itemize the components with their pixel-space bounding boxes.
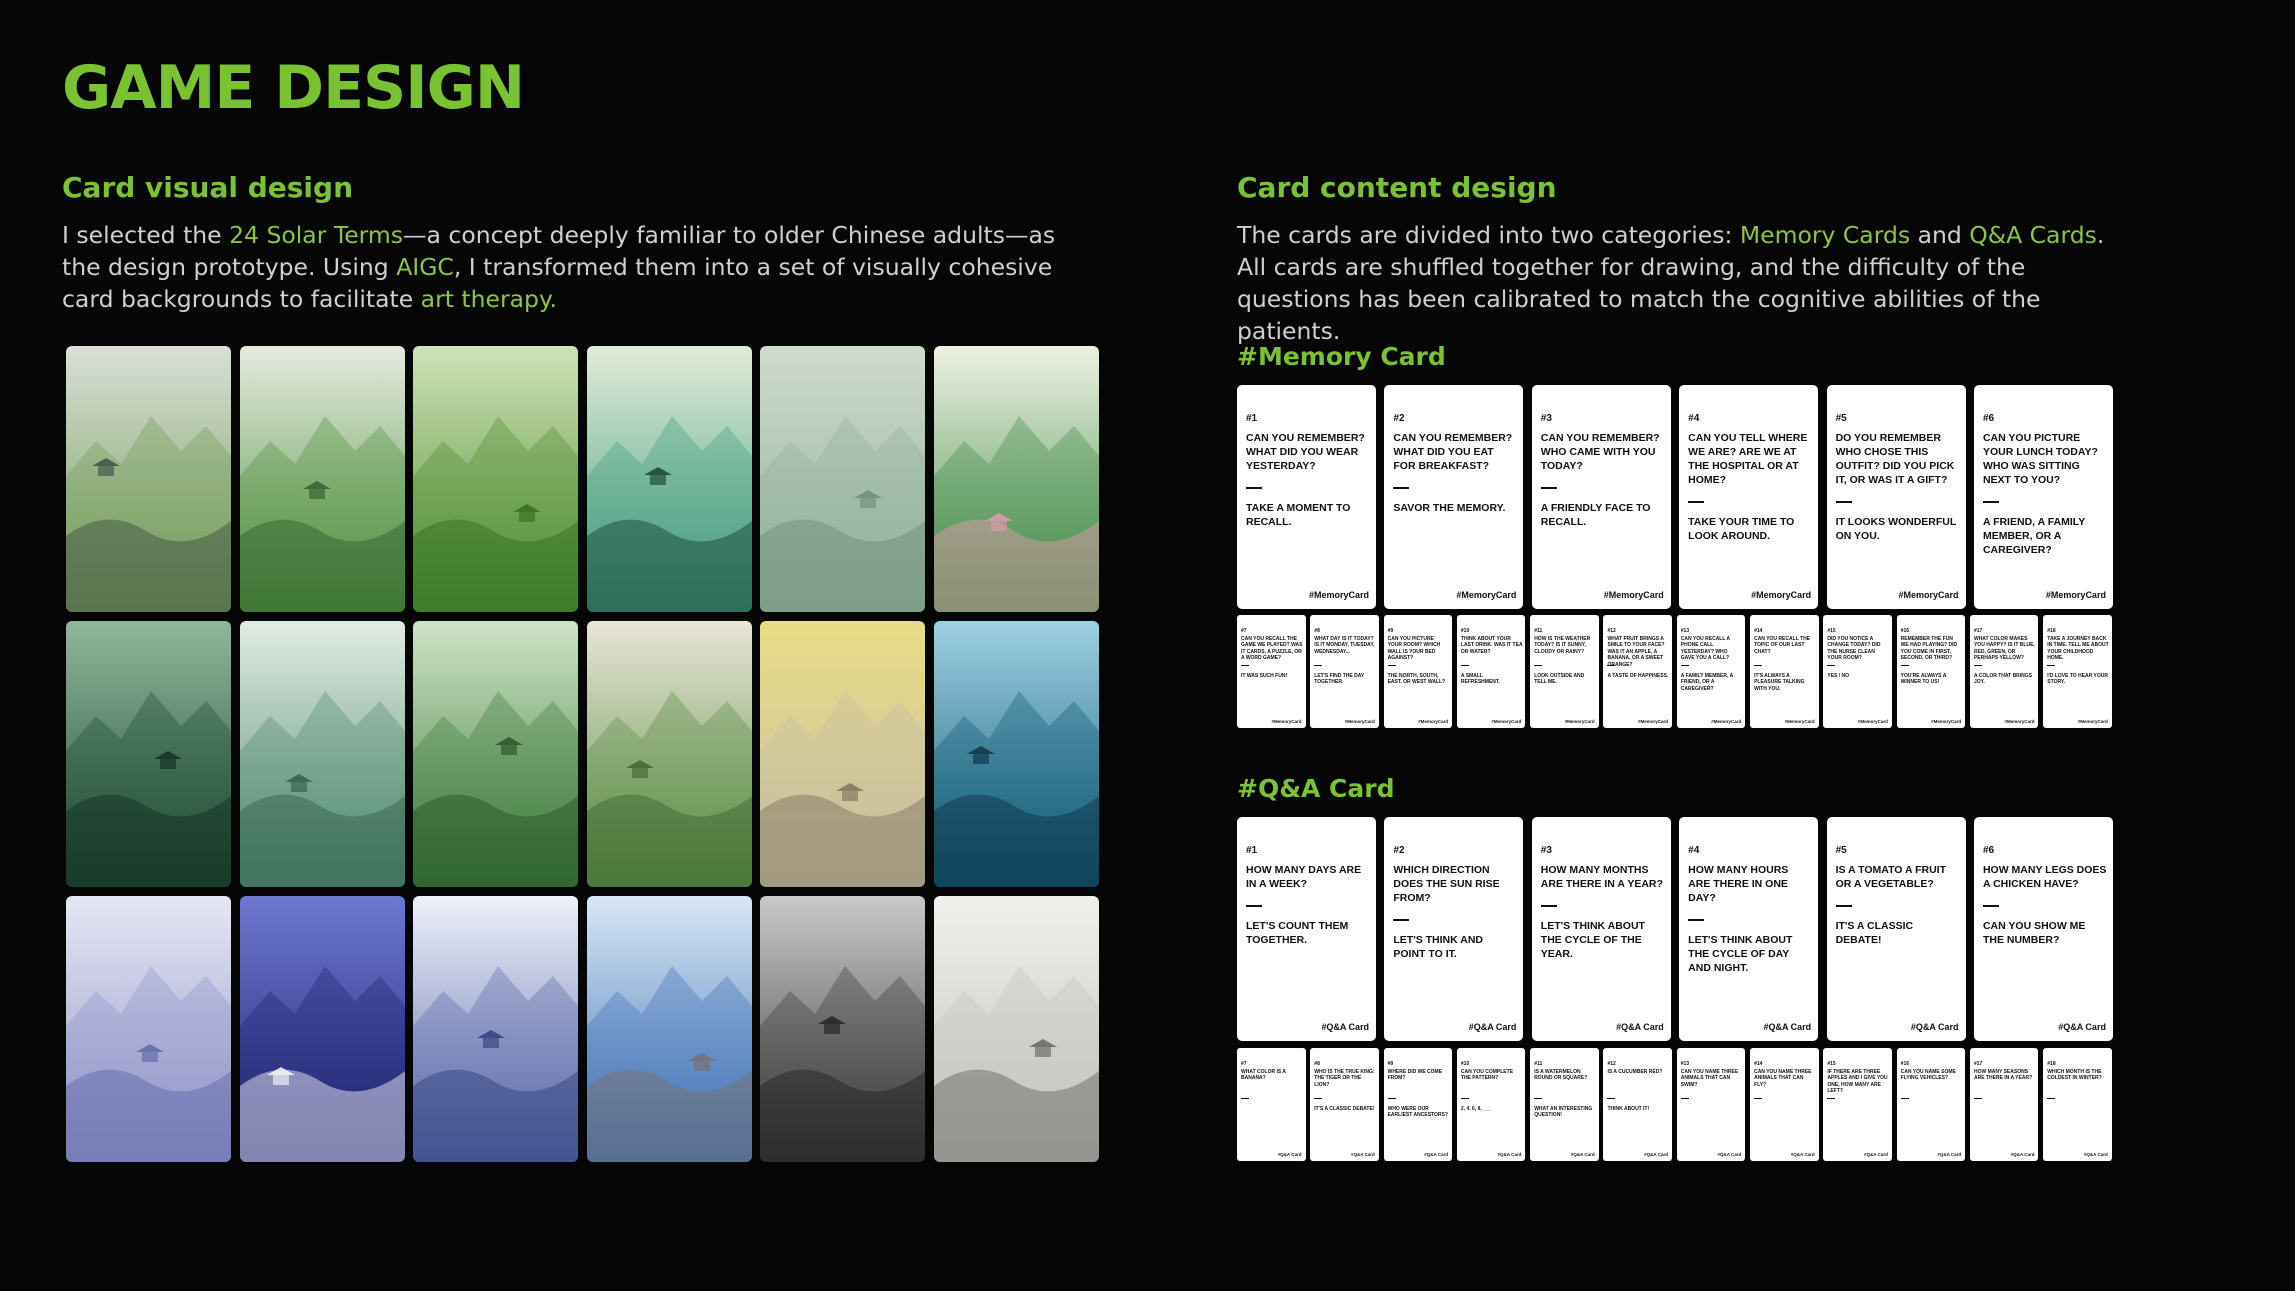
card-number: #7 <box>1241 628 1247 634</box>
artwork-terraced-fields <box>587 621 752 887</box>
card-tag: #Q&A Card <box>2058 1022 2106 1032</box>
card-number: #6 <box>1982 413 1995 424</box>
card-answer: A FRIENDLY FACE TO RECALL. <box>1540 502 1651 528</box>
qa-cards-row <box>1237 817 2113 1041</box>
card-number: #3 <box>1540 413 1552 424</box>
card-number: #8 <box>1314 628 1320 634</box>
card-divider <box>1607 1098 1615 1099</box>
card-answer: LET'S THINK AND POINT TO IT. <box>1393 934 1483 960</box>
card-tag: #MemoryCard <box>1784 719 1815 724</box>
card-answer: WHO WERE OUR EARLIEST ANCESTORS? <box>1387 1106 1448 1119</box>
memory-card <box>1384 615 1453 728</box>
card-question: CAN YOU NAME SOME FLYING VEHICLES? <box>1900 1069 1956 1082</box>
card-tag: #Q&A Card <box>1937 1152 1962 1157</box>
artwork-swallows-valley <box>66 621 231 887</box>
card-answer: A TASTE OF HAPPINESS. <box>1607 673 1669 679</box>
card-divider <box>1827 1098 1835 1099</box>
card-divider <box>1314 1098 1322 1099</box>
card-tag: #Q&A Card <box>1644 1152 1668 1157</box>
card-question: DO YOU REMEMBER WHO CHOSE THIS OUTFIT? DID YOU PICK IT, OR WAS IT A GIFT? <box>1835 432 1955 486</box>
card-question: CAN YOU REMEMBER? WHAT DID YOU EAT FOR BREAKFAST? <box>1393 432 1513 472</box>
card-answer: WHAT AN INTERESTING QUESTION! <box>1534 1106 1593 1119</box>
card-divider <box>1393 487 1409 489</box>
card-divider <box>1541 905 1557 907</box>
card-question: IS A TOMATO A FRUIT OR A VEGETABLE? <box>1835 864 1947 890</box>
card-tag: #Q&A Card <box>2010 1152 2035 1157</box>
memory-card <box>1897 615 1966 728</box>
card-question: CAN YOU COMPLETE THE PATTERN? <box>1460 1069 1514 1082</box>
card-answer: LET'S COUNT THEM TOGETHER. <box>1246 920 1349 946</box>
card-question: CAN YOU RECALL THE GAME WE PLAYED? WAS IT CARDS, A PUZZLE, OR A WORD GAME? <box>1241 636 1303 662</box>
card-divider <box>1461 665 1469 666</box>
card-answer: A COLOR THAT BRINGS JOY. <box>1973 673 2033 686</box>
card-number: #9 <box>1387 1061 1394 1067</box>
artwork-grey-cliff <box>760 896 925 1162</box>
card-question: HOW MANY HOURS ARE THERE IN ONE DAY? <box>1688 864 1789 904</box>
card-number: #4 <box>1688 413 1700 424</box>
content-design-description <box>1237 219 2117 347</box>
card-tag: #MemoryCard <box>1931 719 1962 724</box>
card-divider <box>1314 665 1322 666</box>
card-question: IS A WATERMELON ROUND OR SQUARE? <box>1534 1069 1588 1082</box>
card-question: WHAT FRUIT BRINGS A SMILE TO YOUR FACE? WAS IT AN APPLE, A BANANA, OR A SWEET ORANGE? <box>1607 636 1665 668</box>
memory-card <box>1237 385 1376 609</box>
qa-cards-small-row <box>1237 1048 2113 1161</box>
body-text: I selected the <box>62 221 230 249</box>
card-number: #17 <box>1973 1061 1983 1067</box>
artwork-mountain-steps <box>413 621 578 887</box>
card-question: WHAT COLOR MAKES YOU HAPPY? IS IT BLUE, RED, GREEN, OR PERHAPS YELLOW? <box>1973 636 2035 662</box>
card-divider <box>1534 665 1542 666</box>
card-divider <box>1688 919 1704 921</box>
card-divider <box>1974 1098 1982 1099</box>
card-divider <box>1388 1098 1396 1099</box>
card-tag: #Q&A Card <box>1497 1152 1522 1157</box>
card-tag: #MemoryCard <box>1456 590 1517 600</box>
memory-card <box>1974 385 2113 609</box>
memory-card <box>1532 385 1671 609</box>
artwork-snow-village <box>587 896 752 1162</box>
card-answer: IT'S A CLASSIC DEBATE! <box>1835 920 1914 946</box>
card-answer: THINK ABOUT IT! <box>1607 1106 1650 1112</box>
card-divider <box>1461 1098 1469 1099</box>
memory-card <box>1530 615 1599 728</box>
highlight-text: Memory Cards <box>1739 221 1911 249</box>
qa-card <box>2043 1048 2112 1161</box>
memory-card <box>1310 615 1379 728</box>
card-number: #13 <box>1680 628 1690 634</box>
memory-card <box>2043 615 2112 728</box>
card-number: #14 <box>1754 628 1763 634</box>
card-question: WHERE DID WE COME FROM? <box>1387 1069 1443 1082</box>
card-answer: CAN YOU SHOW ME THE NUMBER? <box>1982 920 2086 946</box>
qa-card <box>1750 1048 1819 1161</box>
card-tag: #MemoryCard <box>1898 590 1959 600</box>
card-answer: TAKE YOUR TIME TO LOOK AROUND. <box>1688 516 1795 542</box>
card-number: #14 <box>1754 1061 1763 1067</box>
card-answer: A FAMILY MEMBER, A FRIEND, OR A CAREGIVER? <box>1680 673 1734 692</box>
artwork-buffalo-river <box>760 346 925 612</box>
card-tag: #MemoryCard <box>2077 719 2108 724</box>
card-number: #8 <box>1314 1061 1320 1067</box>
card-answer: LOOK OUTSIDE AND TELL ME. <box>1534 673 1585 686</box>
card-question: HOW MANY LEGS DOES A CHICKEN HAVE? <box>1982 864 2107 890</box>
card-question: WHICH MONTH IS THE COLDEST IN WINTER? <box>2047 1069 2102 1082</box>
card-answer: LET'S THINK ABOUT THE CYCLE OF THE YEAR. <box>1540 920 1645 960</box>
card-number: #11 <box>1534 1061 1543 1067</box>
card-tag: #Q&A Card <box>1616 1022 1664 1032</box>
body-text: —a concept deeply familiar to older Chinese adults—as the design prototype. Using <box>62 221 1056 281</box>
card-question: CAN YOU PICTURE YOUR ROOM? WHICH WALL IS YOUR BED AGAINST? <box>1387 636 1441 662</box>
card-question: CAN YOU RECALL A PHONE CALL YESTERDAY? WHO GAVE YOU A CALL? <box>1680 636 1730 662</box>
qa-card <box>1384 1048 1453 1161</box>
card-divider <box>1607 665 1615 666</box>
card-divider <box>1901 665 1909 666</box>
card-tag: #MemoryCard <box>1711 719 1742 724</box>
card-divider <box>1681 1098 1689 1099</box>
card-divider <box>1688 501 1704 503</box>
card-divider <box>1754 1098 1762 1099</box>
card-answer: IT LOOKS WONDERFUL ON YOU. <box>1835 516 1957 542</box>
card-tag: #Q&A Card <box>1763 1022 1812 1032</box>
card-tag: #Q&A Card <box>1277 1152 1302 1157</box>
memory-card <box>1677 615 1746 728</box>
card-number: #12 <box>1607 628 1616 634</box>
card-number: #15 <box>1827 1061 1836 1067</box>
artwork-indigo-pagoda <box>240 896 405 1162</box>
card-divider <box>1246 905 1262 907</box>
artwork-pagoda-mist <box>240 346 405 612</box>
card-question: WHAT DAY IS IT TODAY? IS IT MONDAY, TUESDAY, WEDNESDAY... <box>1314 636 1375 655</box>
qa-card <box>1237 817 1376 1041</box>
card-question: CAN YOU NAME THREE ANIMALS THAT CAN FLY? <box>1754 1069 1812 1088</box>
artwork-temple-rain <box>66 346 231 612</box>
qa-card <box>1532 817 1671 1041</box>
card-number: #10 <box>1460 1061 1470 1067</box>
card-question: THINK ABOUT YOUR LAST DRINK. WAS IT TEA OR WATER? <box>1460 636 1523 655</box>
qa-card <box>1897 1048 1966 1161</box>
card-tag: #MemoryCard <box>2045 590 2106 600</box>
card-question: WHAT COLOR IS A BANANA? <box>1241 1069 1286 1082</box>
card-tag: #MemoryCard <box>1271 719 1302 724</box>
card-number: #4 <box>1688 845 1700 856</box>
artwork-swallows-willow <box>587 346 752 612</box>
highlight-text: AIGC <box>396 253 454 281</box>
card-divider <box>1983 501 1999 503</box>
qa-card <box>1823 1048 1892 1161</box>
memory-card <box>1827 385 1966 609</box>
card-tag: #Q&A Card <box>2083 1152 2108 1157</box>
card-answer: IT'S A CLASSIC DEBATE! <box>1314 1106 1375 1112</box>
artwork-cranes-blossom <box>934 346 1099 612</box>
memory-card <box>1970 615 2039 728</box>
card-tag: #Q&A Card <box>1321 1022 1369 1032</box>
body-text: . All cards are shuffled together for drawing, and the difficulty of the questions has been calibrated to match the cognitive abilities of the patients. <box>1237 221 2105 345</box>
card-tag: #MemoryCard <box>1418 719 1449 724</box>
card-divider <box>1241 1098 1249 1099</box>
card-question: DID YOU NOTICE A CHANGE TODAY? DID THE NURSE CLEAN YOUR ROOM? <box>1827 636 1881 662</box>
memory-card <box>1384 385 1523 609</box>
card-question: CAN YOU REMEMBER? WHAT DID YOU WEAR YESTERDAY? <box>1246 432 1365 472</box>
qa-card <box>1974 817 2113 1041</box>
card-tag: #MemoryCard <box>2004 719 2035 724</box>
card-answer: YOU'RE ALWAYS A WINNER TO US! <box>1900 673 1947 686</box>
qa-card-heading: #Q&A Card <box>1237 774 1395 803</box>
card-tag: #MemoryCard <box>1491 719 1522 724</box>
card-question: HOW MANY DAYS ARE IN A WEEK? <box>1246 864 1362 890</box>
artwork-blue-mist <box>66 896 231 1162</box>
card-number: #17 <box>1973 628 1983 634</box>
card-question: IS A CUCUMBER RED? <box>1607 1069 1663 1075</box>
card-tag: #Q&A Card <box>1350 1152 1375 1157</box>
card-divider <box>1541 487 1557 489</box>
card-divider <box>1393 919 1409 921</box>
card-number: #5 <box>1835 845 1847 856</box>
visual-design-description <box>62 219 1082 315</box>
card-number: #2 <box>1393 413 1405 424</box>
card-question: TAKE A JOURNEY BACK IN TIME. TELL ME ABOUT YOUR CHILDHOOD HOME. <box>2047 636 2109 662</box>
highlight-text: 24 Solar Terms <box>229 221 404 249</box>
card-number: #1 <box>1246 413 1258 424</box>
memory-card <box>1237 615 1306 728</box>
card-divider <box>1754 665 1762 666</box>
card-number: #18 <box>2047 1061 2056 1067</box>
content-design-title: Card content design <box>1237 171 1557 204</box>
card-tag: #Q&A Card <box>1717 1152 1742 1157</box>
artwork-snow-pagoda <box>413 896 578 1162</box>
card-number: #16 <box>1900 1061 1910 1067</box>
card-number: #11 <box>1534 628 1543 634</box>
card-divider <box>2047 1098 2055 1099</box>
card-question: HOW MANY MONTHS ARE THERE IN A YEAR? <box>1540 864 1663 890</box>
card-question: CAN YOU REMEMBER? WHO CAME WITH YOU TODAY? <box>1540 432 1660 472</box>
card-question: REMEMBER THE FUN WE HAD PLAYING? DID YOU COME IN FIRST, SECOND, OR THIRD? <box>1900 636 1958 662</box>
card-divider <box>1974 665 1982 666</box>
card-question: CAN YOU TELL WHERE WE ARE? ARE WE AT THE HOSPITAL OR AT HOME? <box>1688 432 1808 486</box>
card-question: CAN YOU RECALL THE TOPIC OF OUR LAST CHAT? <box>1754 636 1811 655</box>
card-tag: #MemoryCard <box>1308 590 1369 600</box>
card-answer: THE NORTH, SOUTH, EAST, OR WEST WALL? <box>1387 673 1446 686</box>
qa-card <box>1530 1048 1599 1161</box>
card-divider <box>1388 665 1396 666</box>
card-tag: #Q&A Card <box>1570 1152 1595 1157</box>
card-answer: TAKE A MOMENT TO RECALL. <box>1246 502 1351 528</box>
card-tag: #Q&A Card <box>1864 1152 1888 1157</box>
memory-card-heading: #Memory Card <box>1237 342 1446 371</box>
card-tag: #Q&A Card <box>1910 1022 1959 1032</box>
memory-cards-small-row <box>1237 615 2113 728</box>
card-question: HOW MANY SEASONS ARE THERE IN A YEAR? <box>1973 1069 2033 1082</box>
card-question: WHICH DIRECTION DOES THE SUN RISE FROM? <box>1393 864 1500 904</box>
card-divider <box>1246 487 1262 489</box>
card-tag: #MemoryCard <box>1857 719 1888 724</box>
artwork-waterfall-pavilion <box>240 621 405 887</box>
qa-card <box>1827 817 1966 1041</box>
body-text: , I transformed them into a set of visually cohesive card backgrounds to facilitate <box>62 253 1053 313</box>
card-tag: #Q&A Card <box>1468 1022 1517 1032</box>
artwork-willow-tree <box>413 346 578 612</box>
card-divider <box>1983 905 1999 907</box>
card-tag: #MemoryCard <box>1637 719 1668 724</box>
card-divider <box>1681 665 1689 666</box>
qa-card <box>1237 1048 1306 1161</box>
qa-card <box>1970 1048 2039 1161</box>
card-number: #2 <box>1393 845 1405 856</box>
card-divider <box>2047 665 2055 666</box>
artwork-autumn-gate <box>760 621 925 887</box>
card-answer: I'D LOVE TO HEAR YOUR STORY. <box>2047 673 2109 686</box>
card-answer: LET'S THINK ABOUT THE CYCLE OF DAY AND NIGHT. <box>1688 934 1793 974</box>
card-divider <box>1836 501 1852 503</box>
card-tag: #MemoryCard <box>1344 719 1375 724</box>
memory-card <box>1823 615 1892 728</box>
card-number: #3 <box>1540 845 1552 856</box>
card-number: #12 <box>1607 1061 1616 1067</box>
card-answer: SAVOR THE MEMORY. <box>1393 502 1506 514</box>
card-number: #6 <box>1982 845 1995 856</box>
card-answer: A FRIEND, A FAMILY MEMBER, OR A CAREGIVER? <box>1982 516 2086 556</box>
card-divider <box>1241 665 1249 666</box>
card-number: #1 <box>1246 845 1258 856</box>
qa-card <box>1603 1048 1672 1161</box>
card-question: CAN YOU NAME THREE ANIMALS THAT CAN SWIM? <box>1680 1069 1739 1088</box>
card-answer: A SMALL REFRESHMENT. <box>1460 673 1500 686</box>
body-text: and <box>1910 221 1970 249</box>
card-answer: 2, 4, 6, 8, ___ <box>1460 1106 1492 1112</box>
card-divider <box>1534 1098 1542 1099</box>
card-answer: LET'S FIND THE DAY TOGETHER. <box>1314 673 1365 686</box>
qa-card <box>1310 1048 1379 1161</box>
card-number: #10 <box>1460 628 1470 634</box>
artwork-grid <box>66 346 1099 1162</box>
visual-design-title: Card visual design <box>62 171 354 204</box>
memory-card <box>1679 385 1818 609</box>
artwork-snow-temple <box>934 896 1099 1162</box>
card-number: #18 <box>2047 628 2056 634</box>
card-number: #9 <box>1387 628 1394 634</box>
qa-card <box>1679 817 1818 1041</box>
card-tag: #MemoryCard <box>1751 590 1812 600</box>
card-divider <box>1836 905 1852 907</box>
body-text: The cards are divided into two categories: <box>1237 221 1740 249</box>
highlight-text: Q&A Cards <box>1969 221 2097 249</box>
qa-card <box>1677 1048 1746 1161</box>
qa-card <box>1457 1048 1526 1161</box>
card-answer: IT WAS SUCH FUN! <box>1241 673 1288 679</box>
card-answer: IT'S ALWAYS A PLEASURE TALKING WITH YOU. <box>1754 673 1805 692</box>
qa-card <box>1384 817 1523 1041</box>
card-answer: YES / NO <box>1827 673 1850 679</box>
card-number: #16 <box>1900 628 1910 634</box>
memory-card <box>1603 615 1672 728</box>
card-number: #15 <box>1827 628 1836 634</box>
card-tag: #Q&A Card <box>1790 1152 1815 1157</box>
card-tag: #MemoryCard <box>1603 590 1664 600</box>
card-number: #7 <box>1241 1061 1247 1067</box>
card-divider <box>1901 1098 1909 1099</box>
card-question: IF THERE ARE THREE APPLES AND I GIVE YOU ONE, HOW MANY ARE LEFT? <box>1827 1069 1888 1095</box>
memory-card <box>1750 615 1819 728</box>
card-question: WHO IS THE TRUE KING: THE TIGER OR THE LION? <box>1314 1069 1375 1088</box>
card-tag: #Q&A Card <box>1424 1152 1449 1157</box>
card-question: HOW IS THE WEATHER TODAY? IS IT SUNNY, CLOUDY OR RAINY? <box>1534 636 1591 655</box>
memory-cards-row <box>1237 385 2113 609</box>
card-number: #5 <box>1835 413 1847 424</box>
memory-card <box>1457 615 1526 728</box>
card-number: #13 <box>1680 1061 1690 1067</box>
page-title: GAME DESIGN <box>62 53 525 123</box>
artwork-blue-cliffs <box>934 621 1099 887</box>
card-divider <box>1827 665 1835 666</box>
card-question: CAN YOU PICTURE YOUR LUNCH TODAY? WHO WAS SITTING NEXT TO YOU? <box>1982 432 2098 486</box>
highlight-text: art therapy. <box>420 285 557 313</box>
card-tag: #MemoryCard <box>1564 719 1595 724</box>
